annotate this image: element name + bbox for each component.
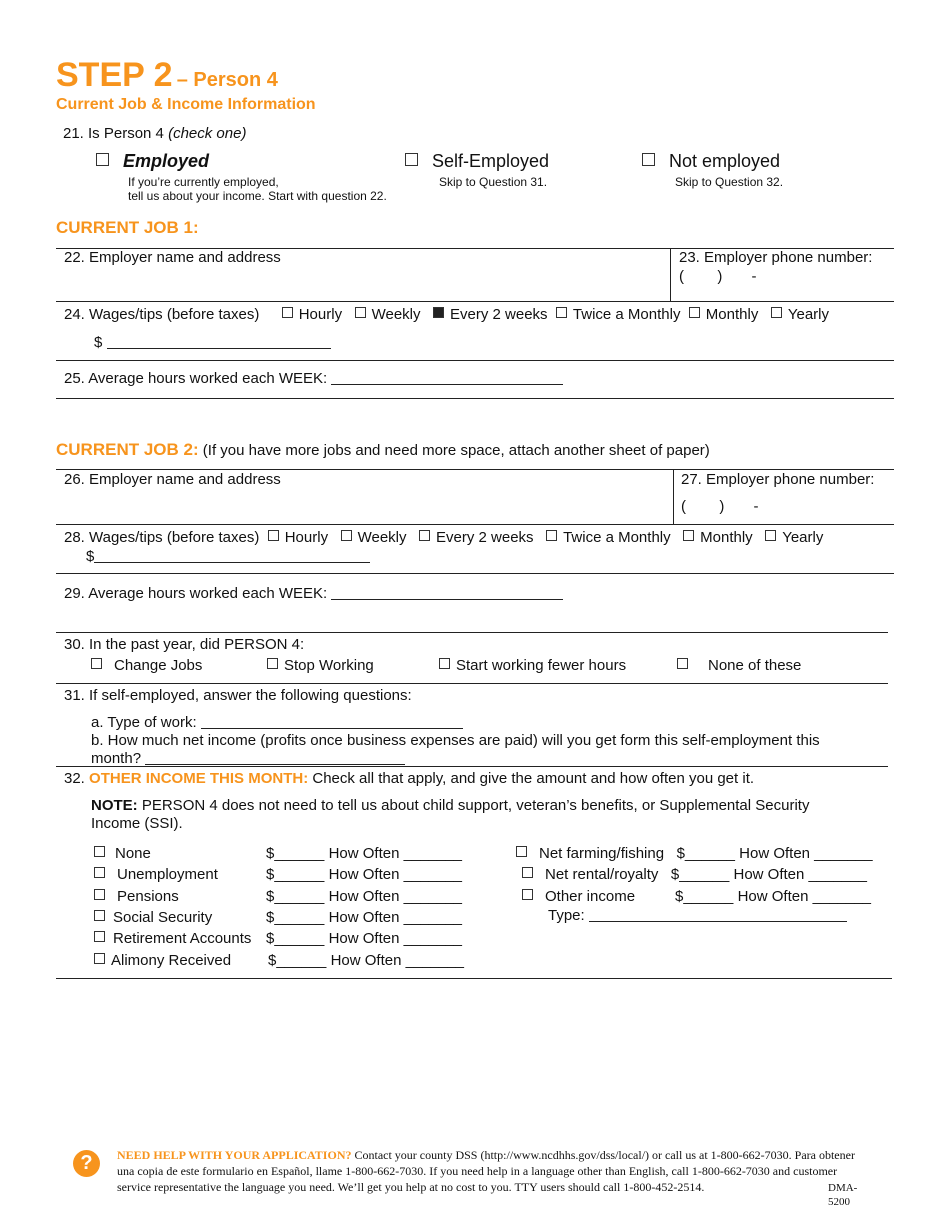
page-subtitle: Current Job & Income Information bbox=[56, 96, 316, 113]
help-footer bbox=[117, 1147, 872, 1195]
q21-option-employed[interactable] bbox=[96, 151, 209, 172]
how-often-blank: How Often _______ bbox=[733, 866, 867, 883]
how-often-blank: How Often _______ bbox=[328, 909, 463, 926]
amount-blank: $______ bbox=[268, 952, 327, 969]
q32-heading: OTHER INCOME THIS MONTH: bbox=[89, 770, 309, 787]
wages1-row bbox=[94, 334, 331, 351]
q31-label: 31. If self-employed, answer the following questions: bbox=[64, 687, 412, 704]
q30-option-stop-working[interactable] bbox=[267, 657, 374, 674]
dollar-sign: $ bbox=[94, 334, 103, 351]
employer2-phone-input[interactable]: ( ) - bbox=[681, 498, 759, 515]
checkbox[interactable] bbox=[439, 658, 450, 669]
checkbox[interactable] bbox=[419, 530, 430, 541]
checkbox[interactable] bbox=[522, 867, 533, 878]
form-id-line2: 5200 bbox=[828, 1196, 850, 1208]
checkbox[interactable] bbox=[556, 307, 567, 318]
q29-row bbox=[64, 585, 563, 602]
amount-often-row[interactable] bbox=[266, 909, 462, 926]
divider bbox=[56, 632, 888, 633]
income-item-alimony[interactable] bbox=[94, 952, 231, 969]
q28-label: 28. Wages/tips (before taxes) bbox=[64, 529, 260, 546]
q26-label: 26. Employer name and address bbox=[64, 471, 281, 488]
job1-heading: CURRENT JOB 1: bbox=[56, 218, 199, 237]
freq-label: Monthly bbox=[700, 529, 753, 546]
form-id-line1: DMA- bbox=[828, 1182, 858, 1194]
option-label: Self-Employed bbox=[432, 151, 550, 171]
freq-label: Monthly bbox=[705, 306, 759, 323]
divider bbox=[673, 469, 674, 524]
amount-blank: $______ bbox=[670, 866, 730, 883]
divider bbox=[56, 766, 888, 767]
wages2-row bbox=[86, 548, 370, 565]
income-item-rental[interactable] bbox=[522, 866, 867, 883]
checkbox[interactable] bbox=[91, 658, 102, 669]
freq-label: Twice a Monthly bbox=[563, 529, 671, 546]
employer2-name-input[interactable] bbox=[64, 486, 664, 520]
how-often-blank: How Often _______ bbox=[328, 866, 463, 883]
checkbox[interactable] bbox=[771, 307, 782, 318]
divider bbox=[56, 301, 894, 302]
option-label: None of these bbox=[708, 657, 802, 674]
q32-num: 32. bbox=[64, 770, 85, 787]
freq-weekly[interactable] bbox=[355, 306, 421, 323]
q31b-month: month? bbox=[91, 750, 142, 767]
amount-often-row[interactable] bbox=[266, 866, 462, 883]
how-often-blank: How Often _______ bbox=[739, 845, 873, 862]
checkbox[interactable] bbox=[267, 658, 278, 669]
job2-heading: CURRENT JOB 2: bbox=[56, 440, 199, 459]
item-label: Pensions bbox=[117, 888, 179, 905]
income-item-other[interactable] bbox=[522, 888, 635, 905]
checkbox[interactable] bbox=[94, 867, 105, 878]
divider bbox=[56, 398, 894, 399]
q30-option-change-jobs[interactable] bbox=[91, 657, 202, 674]
income-item-none[interactable] bbox=[94, 845, 151, 862]
option-label: Stop Working bbox=[284, 657, 374, 674]
q31b-row2 bbox=[91, 750, 405, 767]
net-income-input[interactable] bbox=[145, 750, 405, 765]
divider bbox=[56, 469, 894, 470]
checkbox[interactable] bbox=[94, 931, 105, 942]
step-title: STEP 2 bbox=[56, 56, 173, 94]
amount-blank: $______ bbox=[266, 930, 325, 947]
q21-italic: (check one) bbox=[168, 125, 247, 142]
q27-label: 27. Employer phone number: bbox=[681, 471, 875, 488]
q25-row bbox=[64, 370, 563, 387]
hours2-input[interactable] bbox=[331, 585, 563, 600]
freq-label: Twice a Monthly bbox=[572, 306, 681, 323]
option-label: Not employed bbox=[669, 151, 781, 171]
amount-blank: $______ bbox=[676, 845, 735, 862]
q30-label: 30. In the past year, did PERSON 4: bbox=[64, 636, 305, 653]
income-item-unemployment[interactable] bbox=[94, 866, 218, 883]
freq-twice-monthly[interactable] bbox=[556, 306, 681, 323]
form-id bbox=[828, 1181, 857, 1209]
freq-label: Weekly bbox=[357, 529, 407, 546]
q30-option-fewer-hours[interactable] bbox=[439, 657, 626, 674]
freq-yearly[interactable] bbox=[771, 306, 829, 323]
note-bold: NOTE: bbox=[91, 797, 138, 814]
employer1-phone-input[interactable]: ( ) - bbox=[679, 268, 757, 285]
how-often-blank: How Often _______ bbox=[737, 888, 872, 905]
freq-monthly[interactable] bbox=[683, 529, 753, 546]
help-icon: ? bbox=[73, 1150, 100, 1177]
type-label: Type: bbox=[548, 907, 585, 924]
note-text: PERSON 4 does not need to tell us about child support, veteran’s benefits, or Supplemental Security bbox=[141, 797, 810, 814]
checkbox-checked[interactable] bbox=[433, 307, 444, 318]
q21-option-not-employed[interactable] bbox=[642, 151, 780, 172]
freq-weekly[interactable] bbox=[341, 529, 407, 546]
amount-blank: $______ bbox=[266, 866, 325, 883]
item-label: Net farming/fishing bbox=[539, 845, 665, 862]
page-title bbox=[56, 56, 278, 95]
hours1-input[interactable] bbox=[331, 370, 563, 385]
checkbox[interactable] bbox=[689, 307, 700, 318]
checkbox[interactable] bbox=[546, 530, 557, 541]
divider bbox=[56, 683, 888, 684]
option-label: Employed bbox=[123, 151, 210, 171]
dollar-sign: $ bbox=[86, 548, 95, 565]
amount-blank: $______ bbox=[266, 845, 325, 862]
q21-option-self-employed[interactable] bbox=[405, 151, 549, 172]
item-label: Social Security bbox=[113, 909, 213, 926]
item-label: Net rental/royalty bbox=[545, 866, 659, 883]
q28-row bbox=[64, 529, 823, 546]
q21-label bbox=[63, 125, 246, 142]
q31a-label: a. Type of work: bbox=[91, 714, 197, 731]
freq-yearly[interactable] bbox=[765, 529, 823, 546]
checkbox[interactable] bbox=[677, 658, 688, 669]
item-label: Retirement Accounts bbox=[113, 930, 252, 947]
person-label: – Person 4 bbox=[176, 69, 278, 91]
divider bbox=[56, 573, 894, 574]
freq-label: Yearly bbox=[787, 306, 829, 323]
freq-monthly[interactable] bbox=[689, 306, 759, 323]
checkbox[interactable] bbox=[268, 530, 279, 541]
item-label: Unemployment bbox=[117, 866, 218, 883]
divider bbox=[56, 524, 894, 525]
how-often-blank: How Often _______ bbox=[328, 888, 463, 905]
amount-often-row[interactable] bbox=[675, 888, 871, 905]
amount-blank: $______ bbox=[266, 888, 325, 905]
employer1-name-input[interactable] bbox=[64, 262, 664, 296]
q31a-row bbox=[91, 714, 463, 731]
employed-note1: If you’re currently employed, bbox=[128, 175, 279, 189]
job2-heading-note: (If you have more jobs and need more space, attach another sheet of paper) bbox=[202, 442, 710, 459]
amount-often-row[interactable] bbox=[268, 952, 464, 969]
q32-heading-rest: Check all that apply, and give the amount and how often you get it. bbox=[312, 770, 755, 787]
employed-note2: tell us about your income. Start with question 22. bbox=[128, 189, 387, 203]
freq-label: Hourly bbox=[298, 306, 343, 323]
checkbox[interactable] bbox=[94, 889, 105, 900]
q23-label: 23. Employer phone number: bbox=[679, 249, 873, 266]
income-item-pensions[interactable] bbox=[94, 888, 179, 905]
checkbox[interactable] bbox=[94, 846, 105, 857]
q32-label bbox=[64, 770, 754, 787]
checkbox[interactable] bbox=[341, 530, 352, 541]
freq-every-2-weeks[interactable] bbox=[419, 529, 534, 546]
not-employed-note: Skip to Question 32. bbox=[675, 175, 784, 189]
self-employed-note: Skip to Question 31. bbox=[439, 175, 548, 189]
freq-hourly[interactable] bbox=[282, 306, 342, 323]
how-often-blank: How Often _______ bbox=[330, 952, 465, 969]
amount-blank: $______ bbox=[266, 909, 325, 926]
q24-row bbox=[64, 306, 829, 323]
freq-every-2-weeks[interactable] bbox=[433, 306, 548, 323]
amount-blank: $______ bbox=[675, 888, 734, 905]
checkbox[interactable] bbox=[94, 910, 105, 921]
income-item-farming[interactable] bbox=[516, 845, 873, 862]
q24-label: 24. Wages/tips (before taxes) bbox=[64, 306, 260, 323]
option-label: Change Jobs bbox=[114, 657, 203, 674]
q32-note-line2: Income (SSI). bbox=[91, 815, 183, 832]
help-text: Contact your county DSS (http://www.ncdhhs.gov/dss/local/) or call us at 1-800-662-7030. Para obtener una copia de este formulario en Español, llame 1-800-662-7030. If you need help in a language other than English, call 1-800-662-7030 and customer service representative the language you need. We’ll get you help at no cost to you. TTY users should call 1-800-452-2514. bbox=[117, 1148, 855, 1194]
amount-often-row[interactable] bbox=[266, 888, 462, 905]
freq-label: Hourly bbox=[284, 529, 329, 546]
freq-label: Every 2 weeks bbox=[450, 306, 548, 323]
how-often-blank: How Often _______ bbox=[328, 845, 463, 862]
amount-often-row[interactable] bbox=[266, 930, 462, 947]
wages1-amount-input[interactable] bbox=[107, 334, 331, 349]
income-item-retirement[interactable] bbox=[94, 930, 251, 947]
freq-hourly[interactable] bbox=[268, 529, 328, 546]
q30-option-none[interactable] bbox=[677, 657, 801, 674]
freq-label: Weekly bbox=[371, 306, 421, 323]
type-of-work-input[interactable] bbox=[201, 714, 463, 729]
item-label: Other income bbox=[545, 888, 636, 905]
how-often-blank: How Often _______ bbox=[328, 930, 463, 947]
q25-label: 25. Average hours worked each WEEK: bbox=[64, 370, 328, 387]
income-item-social-security[interactable] bbox=[94, 909, 212, 926]
q31b-label: b. How much net income (profits once business expenses are paid) will you get form this self-employment this bbox=[91, 732, 820, 749]
amount-often-row[interactable] bbox=[266, 845, 462, 862]
help-heading: NEED HELP WITH YOUR APPLICATION? bbox=[117, 1148, 352, 1162]
divider bbox=[56, 978, 892, 979]
checkbox[interactable] bbox=[282, 307, 293, 318]
other-income-type-input[interactable] bbox=[589, 907, 847, 922]
q21-text: 21. Is Person 4 bbox=[63, 125, 164, 142]
option-label: Start working fewer hours bbox=[456, 657, 627, 674]
checkbox[interactable] bbox=[642, 153, 655, 166]
checkbox[interactable] bbox=[765, 530, 776, 541]
q22-label: 22. Employer name and address bbox=[64, 249, 281, 266]
other-income-type-row bbox=[548, 907, 847, 924]
checkbox[interactable] bbox=[96, 153, 109, 166]
divider bbox=[56, 360, 894, 361]
freq-twice-monthly[interactable] bbox=[546, 529, 671, 546]
job2-heading-row bbox=[56, 440, 710, 460]
checkbox[interactable] bbox=[522, 889, 533, 900]
checkbox[interactable] bbox=[683, 530, 694, 541]
checkbox[interactable] bbox=[405, 153, 418, 166]
checkbox[interactable] bbox=[355, 307, 366, 318]
q32-note bbox=[91, 797, 809, 814]
checkbox[interactable] bbox=[516, 846, 527, 857]
divider bbox=[670, 248, 671, 301]
item-label: Alimony Received bbox=[111, 952, 232, 969]
wages2-amount-input[interactable] bbox=[94, 548, 370, 563]
item-label: None bbox=[115, 845, 151, 862]
freq-label: Every 2 weeks bbox=[436, 529, 534, 546]
freq-label: Yearly bbox=[782, 529, 824, 546]
checkbox[interactable] bbox=[94, 953, 105, 964]
q29-label: 29. Average hours worked each WEEK: bbox=[64, 585, 328, 602]
